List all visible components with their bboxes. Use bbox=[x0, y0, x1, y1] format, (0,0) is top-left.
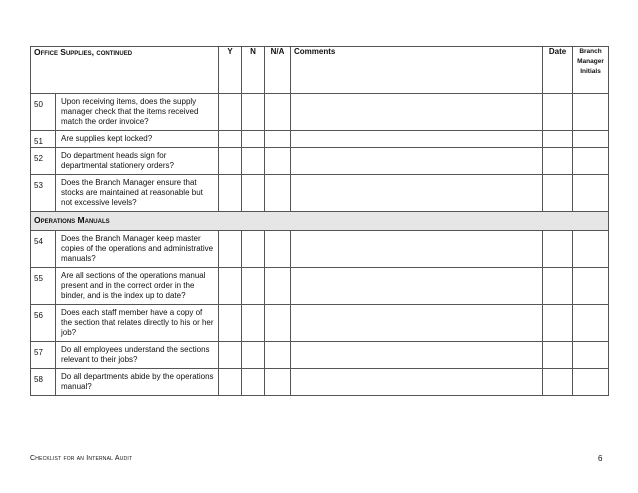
no-cell[interactable] bbox=[242, 231, 265, 268]
date-cell[interactable] bbox=[543, 268, 573, 305]
section-operations-manuals: Operations Manuals bbox=[31, 212, 609, 231]
yes-cell[interactable] bbox=[219, 231, 242, 268]
yes-cell[interactable] bbox=[219, 148, 242, 175]
no-cell[interactable] bbox=[242, 175, 265, 212]
yes-cell[interactable] bbox=[219, 131, 242, 148]
row-number: 50 bbox=[31, 94, 56, 131]
comments-cell[interactable] bbox=[291, 148, 543, 175]
row-number: 57 bbox=[31, 342, 56, 369]
date-cell[interactable] bbox=[543, 369, 573, 396]
na-cell[interactable] bbox=[265, 369, 291, 396]
comments-cell[interactable] bbox=[291, 231, 543, 268]
table-row bbox=[31, 369, 609, 396]
row-number: 56 bbox=[31, 305, 56, 342]
date-cell[interactable] bbox=[543, 231, 573, 268]
header-na: N/A bbox=[265, 47, 291, 94]
yes-cell[interactable] bbox=[219, 305, 242, 342]
initials-cell[interactable] bbox=[573, 305, 609, 342]
row-question: Does each staff member have a copy of the section that relates directly to his or her job? bbox=[56, 305, 219, 342]
row-question: Does the Branch Manager keep master copies of the operations and administrative manuals? bbox=[56, 231, 219, 268]
comments-cell[interactable] bbox=[291, 305, 543, 342]
na-cell[interactable] bbox=[265, 94, 291, 131]
row-question: Are supplies kept locked? bbox=[56, 131, 219, 148]
initials-cell[interactable] bbox=[573, 148, 609, 175]
no-cell[interactable] bbox=[242, 369, 265, 396]
initials-cell[interactable] bbox=[573, 131, 609, 148]
date-cell[interactable] bbox=[543, 131, 573, 148]
date-cell[interactable] bbox=[543, 94, 573, 131]
row-number: 51 bbox=[31, 131, 56, 148]
table-row bbox=[31, 268, 609, 305]
row-question: Does the Branch Manager ensure that stocks are maintained at reasonable but not excessive levels? bbox=[56, 175, 219, 212]
yes-cell[interactable] bbox=[219, 369, 242, 396]
header-no: N bbox=[242, 47, 265, 94]
table-row bbox=[31, 231, 609, 268]
row-number: 55 bbox=[31, 268, 56, 305]
footer-document-title: Checklist for an Internal Audit bbox=[30, 455, 133, 462]
row-question: Do all departments abide by the operations manual? bbox=[56, 369, 219, 396]
na-cell[interactable] bbox=[265, 175, 291, 212]
yes-cell[interactable] bbox=[219, 94, 242, 131]
comments-cell[interactable] bbox=[291, 131, 543, 148]
comments-cell[interactable] bbox=[291, 342, 543, 369]
section-title: Office Supplies, continued bbox=[31, 47, 219, 94]
table-row bbox=[31, 342, 609, 369]
yes-cell[interactable] bbox=[219, 268, 242, 305]
no-cell[interactable] bbox=[242, 342, 265, 369]
row-number: 53 bbox=[31, 175, 56, 212]
comments-cell[interactable] bbox=[291, 369, 543, 396]
audit-checklist-table bbox=[30, 46, 609, 396]
table-row bbox=[31, 131, 609, 148]
initials-cell[interactable] bbox=[573, 94, 609, 131]
row-question: Do department heads sign for departmental stationery orders? bbox=[56, 148, 219, 175]
yes-cell[interactable] bbox=[219, 342, 242, 369]
header-branch-manager-initials: Branch Manager Initials bbox=[573, 47, 609, 94]
initials-cell[interactable] bbox=[573, 231, 609, 268]
date-cell[interactable] bbox=[543, 175, 573, 212]
comments-cell[interactable] bbox=[291, 268, 543, 305]
na-cell[interactable] bbox=[265, 268, 291, 305]
na-cell[interactable] bbox=[265, 305, 291, 342]
date-cell[interactable] bbox=[543, 305, 573, 342]
section-header-row bbox=[31, 212, 609, 231]
row-number: 54 bbox=[31, 231, 56, 268]
initials-cell[interactable] bbox=[573, 268, 609, 305]
table-row bbox=[31, 94, 609, 131]
initials-cell[interactable] bbox=[573, 369, 609, 396]
no-cell[interactable] bbox=[242, 305, 265, 342]
comments-cell[interactable] bbox=[291, 175, 543, 212]
table-row bbox=[31, 148, 609, 175]
initials-cell[interactable] bbox=[573, 175, 609, 212]
na-cell[interactable] bbox=[265, 342, 291, 369]
na-cell[interactable] bbox=[265, 231, 291, 268]
date-cell[interactable] bbox=[543, 148, 573, 175]
row-question: Are all sections of the operations manual present and in the correct order in the binder, and is the index up to date? bbox=[56, 268, 219, 305]
no-cell[interactable] bbox=[242, 268, 265, 305]
header-yes: Y bbox=[219, 47, 242, 94]
table-row bbox=[31, 175, 609, 212]
na-cell[interactable] bbox=[265, 148, 291, 175]
initials-cell[interactable] bbox=[573, 342, 609, 369]
row-number: 52 bbox=[31, 148, 56, 175]
na-cell[interactable] bbox=[265, 131, 291, 148]
header-date: Date bbox=[543, 47, 573, 94]
no-cell[interactable] bbox=[242, 148, 265, 175]
footer-page-number: 6 bbox=[598, 454, 603, 463]
table-header-row bbox=[31, 47, 609, 94]
no-cell[interactable] bbox=[242, 94, 265, 131]
no-cell[interactable] bbox=[242, 131, 265, 148]
row-number: 58 bbox=[31, 369, 56, 396]
date-cell[interactable] bbox=[543, 342, 573, 369]
yes-cell[interactable] bbox=[219, 175, 242, 212]
comments-cell[interactable] bbox=[291, 94, 543, 131]
row-question: Upon receiving items, does the supply manager check that the items received match the order invoice? bbox=[56, 94, 219, 131]
row-question: Do all employees understand the sections relevant to their jobs? bbox=[56, 342, 219, 369]
table-row bbox=[31, 305, 609, 342]
header-comments: Comments bbox=[291, 47, 543, 94]
